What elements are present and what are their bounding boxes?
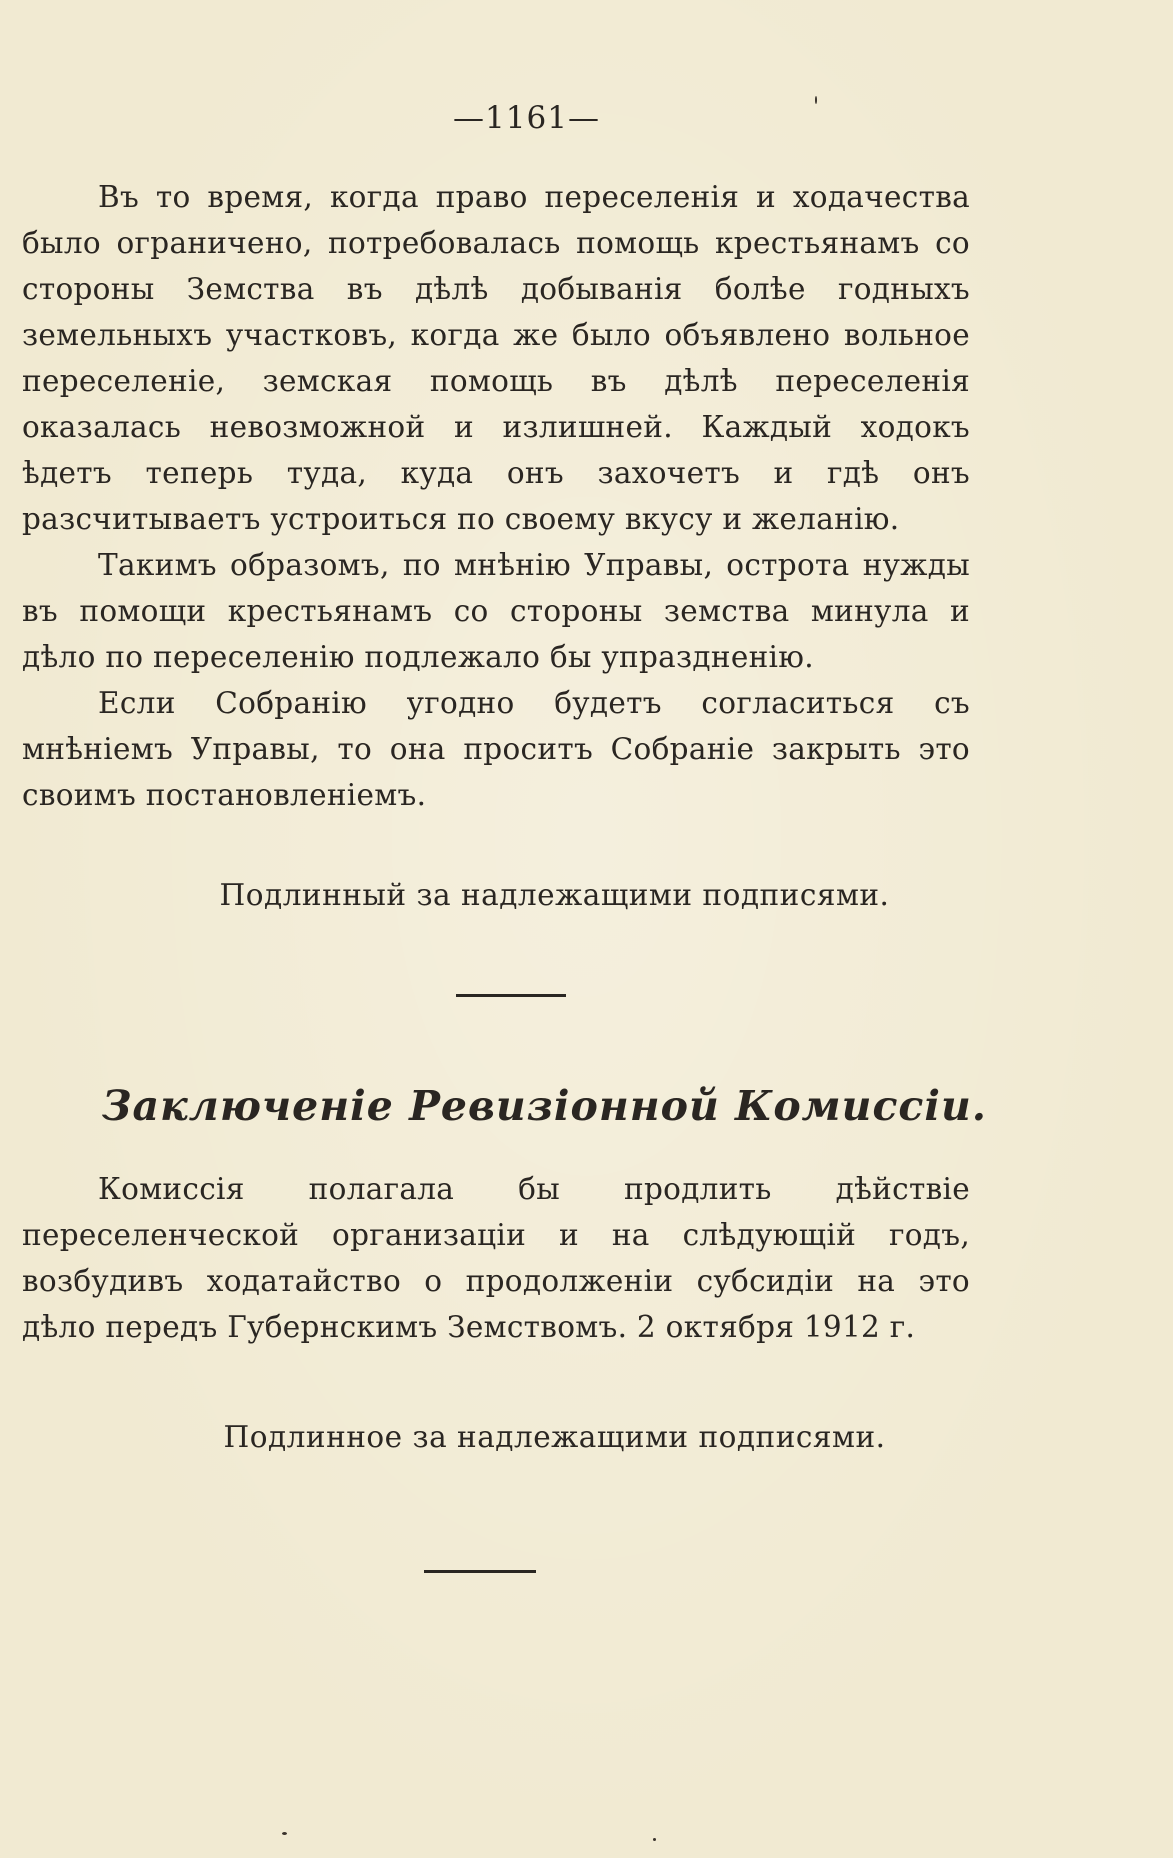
- paragraph: Комиссія полагала бы продлить дѣйствіе переселенческой организаціи и на слѣдующій годъ, возбудивъ ходатайство о продолженіи субсидіи на это дѣло передъ Губернскимъ Земствомъ. 2 октября 1912 г.: [22, 1172, 970, 1344]
- main-text: [22, 174, 970, 818]
- print-speck: [815, 96, 817, 104]
- conclusion-text: [22, 1166, 970, 1350]
- page-number: —1161—: [453, 100, 600, 136]
- signature-note: Подлинный за надлежащими подписями.: [219, 878, 890, 912]
- print-speck: [282, 1832, 287, 1835]
- paragraph: Въ то время, когда право переселенія и ходачества было ограничено, потребовалась помощь крестьянамъ со стороны Земства въ дѣлѣ добыванія болѣе годныхъ земельныхъ участковъ, когда же было объявлено вольное переселеніе, земская помощь въ дѣлѣ переселенія оказалась невозможной и излишней. Каждый ходокъ ѣдетъ теперь туда, куда онъ захочетъ и гдѣ онъ разсчитываетъ устроиться по своему вкусу и желанію.: [22, 180, 970, 536]
- paragraph: Такимъ образомъ, по мнѣнію Управы, острота нужды въ помощи крестьянамъ со стороны земства минула и дѣло по переселенію подлежало бы упраздненію.: [22, 548, 970, 674]
- divider-rule: [456, 994, 566, 997]
- paragraph: Если Собранію угодно будетъ согласиться съ мнѣніемъ Управы, то она проситъ Собраніе закрыть это своимъ постановленіемъ.: [22, 686, 970, 812]
- divider-rule: [424, 1570, 536, 1573]
- signature-note: Подлинное за надлежащими подписями.: [223, 1420, 886, 1454]
- print-speck: [653, 1838, 656, 1841]
- section-heading: Заключеніе Ревизіонной Комиссіи.: [101, 1082, 988, 1130]
